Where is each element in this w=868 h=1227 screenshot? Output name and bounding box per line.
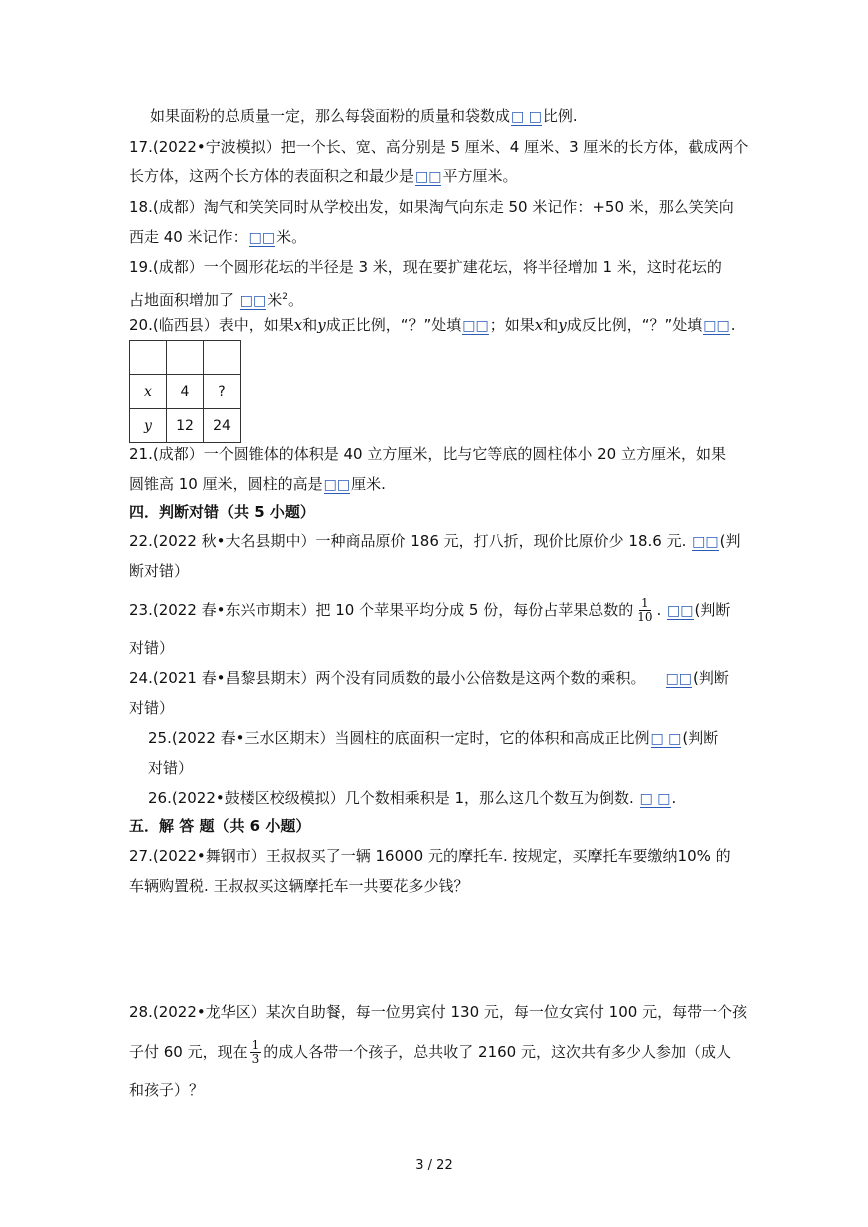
q19-line2: 占地面积增加了 □□米$^2$。 (129, 291, 304, 309)
table-row (130, 341, 241, 375)
table-cell: 12 (167, 409, 204, 443)
answer-blank[interactable]: □□ (703, 318, 730, 334)
q27-line2: 车辆购置税. 王叔叔买这辆摩托车一共要花多少钱？ (129, 877, 469, 895)
table-cell (167, 341, 204, 375)
q23-line1: 23.(2022 春•东兴市期末）把 10 个苹果平均分成 5 份，每份占苹果总数的 $\frac{1}{10}$ . □□(判断 (129, 596, 731, 624)
q18-line1: 18.(成都）淘气和笑笑同时从学校出发，如果淘气向东走 50 米记作：+50 米，那么笑笑向 (129, 198, 734, 216)
answer-blank[interactable]: □□ (415, 169, 442, 185)
table-cell: ? (204, 375, 241, 409)
table-cell: 24 (204, 409, 241, 443)
table-cell (204, 341, 241, 375)
q24-line2: 对错） (129, 699, 175, 717)
q28-line2: 子付 60 元，现在 $\frac{1}{3}$ 的成人各带一个孩子，总共收了 2160 元，这次共有多少人参加（成人 (129, 1038, 731, 1066)
answer-blank[interactable]: □□ (462, 318, 489, 334)
table-cell (130, 341, 167, 375)
q18-line2: 西走 40 米记作：□□米。 (129, 228, 307, 246)
section-heading: 四．判断对错（共 5 小题） (129, 503, 315, 521)
q16-line: 如果面粉的总质量一定，那么每袋面粉的质量和袋数成□ □比例. (150, 107, 578, 125)
answer-blank[interactable]: □□ (692, 534, 719, 550)
q28-line1: 28.(2022•龙华区）某次自助餐，每一位男宾付 130 元，每一位女宾付 100 元，每带一个孩 (129, 1003, 748, 1021)
q27-line1: 27.(2022•舞钢市）王叔叔买了一辆 16000 元的摩托车. 按规定，买摩托车要缴纳10% 的 (129, 847, 731, 865)
answer-blank[interactable]: □□ (667, 603, 694, 619)
answer-blank[interactable]: □ □ (511, 109, 542, 125)
table-cell: x (130, 375, 167, 409)
q20-line: 20.(临西县）表中，如果x和y成正比例，“？”处填□□；如果x和y成反比例，“？”处填□□. (129, 316, 736, 334)
table-cell: y (130, 409, 167, 443)
q25-line1: 25.(2022 春•三水区期末）当圆柱的底面积一定时，它的体积和高成正比例□ □(判断 (148, 729, 719, 747)
fraction: $\frac{1}{10}$ (637, 596, 653, 624)
section-heading: 五．解 答 题（共 6 小题） (129, 817, 311, 835)
q23-line2: 对错） (129, 639, 175, 657)
q21-line2: 圆锥高 10 厘米，圆柱的高是□□厘米. (129, 475, 386, 493)
q21-line1: 21.(成都）一个圆锥体的体积是 40 立方厘米，比与它等底的圆柱体小 20 立方厘米，如果 (129, 445, 726, 463)
q25-line2: 对错） (148, 759, 194, 777)
q28-line3: 和孩子）？ (129, 1081, 205, 1099)
answer-blank[interactable]: □□ (665, 671, 693, 687)
q17-line2: 长方体，这两个长方体的表面积之和最少是□□平方厘米。 (129, 167, 518, 185)
table-row (130, 375, 241, 409)
q24-line1: 24.(2021 春•昌黎县期末）两个没有同质数的最小公倍数是这两个数的乘积。 □□(判断 (129, 669, 729, 687)
answer-blank[interactable]: □ □ (639, 791, 671, 807)
q26-line: 26.(2022•鼓楼区校级模拟）几个数相乘积是 1，那么这几个数互为倒数. □ □. (148, 789, 677, 807)
q22-line2: 断对错） (129, 562, 190, 580)
table-row (130, 409, 241, 443)
page-number: 3 / 22 (415, 1158, 453, 1173)
q17-line1: 17.(2022•宁波模拟）把一个长、宽、高分别是 5 厘米、4 厘米、3 厘米的长方体，截成两个 (129, 138, 749, 156)
answer-blank[interactable]: □□ (323, 477, 351, 493)
q19-line1: 19.(成都）一个圆形花坛的半径是 3 米，现在要扩建花坛，将半径增加 1 米，这时花坛的 (129, 258, 722, 276)
table-cell: 4 (167, 375, 204, 409)
q22-line1: 22.(2022 秋•大名县期中）一种商品原价 186 元，打八折，现价比原价少 18.6 元. □□(判 (129, 532, 741, 550)
xy-table (129, 340, 241, 443)
answer-blank[interactable]: □□ (239, 293, 267, 309)
answer-blank[interactable]: □□ (248, 230, 276, 246)
answer-blank[interactable]: □ □ (650, 731, 682, 747)
fraction: $\frac{1}{3}$ (251, 1038, 260, 1066)
